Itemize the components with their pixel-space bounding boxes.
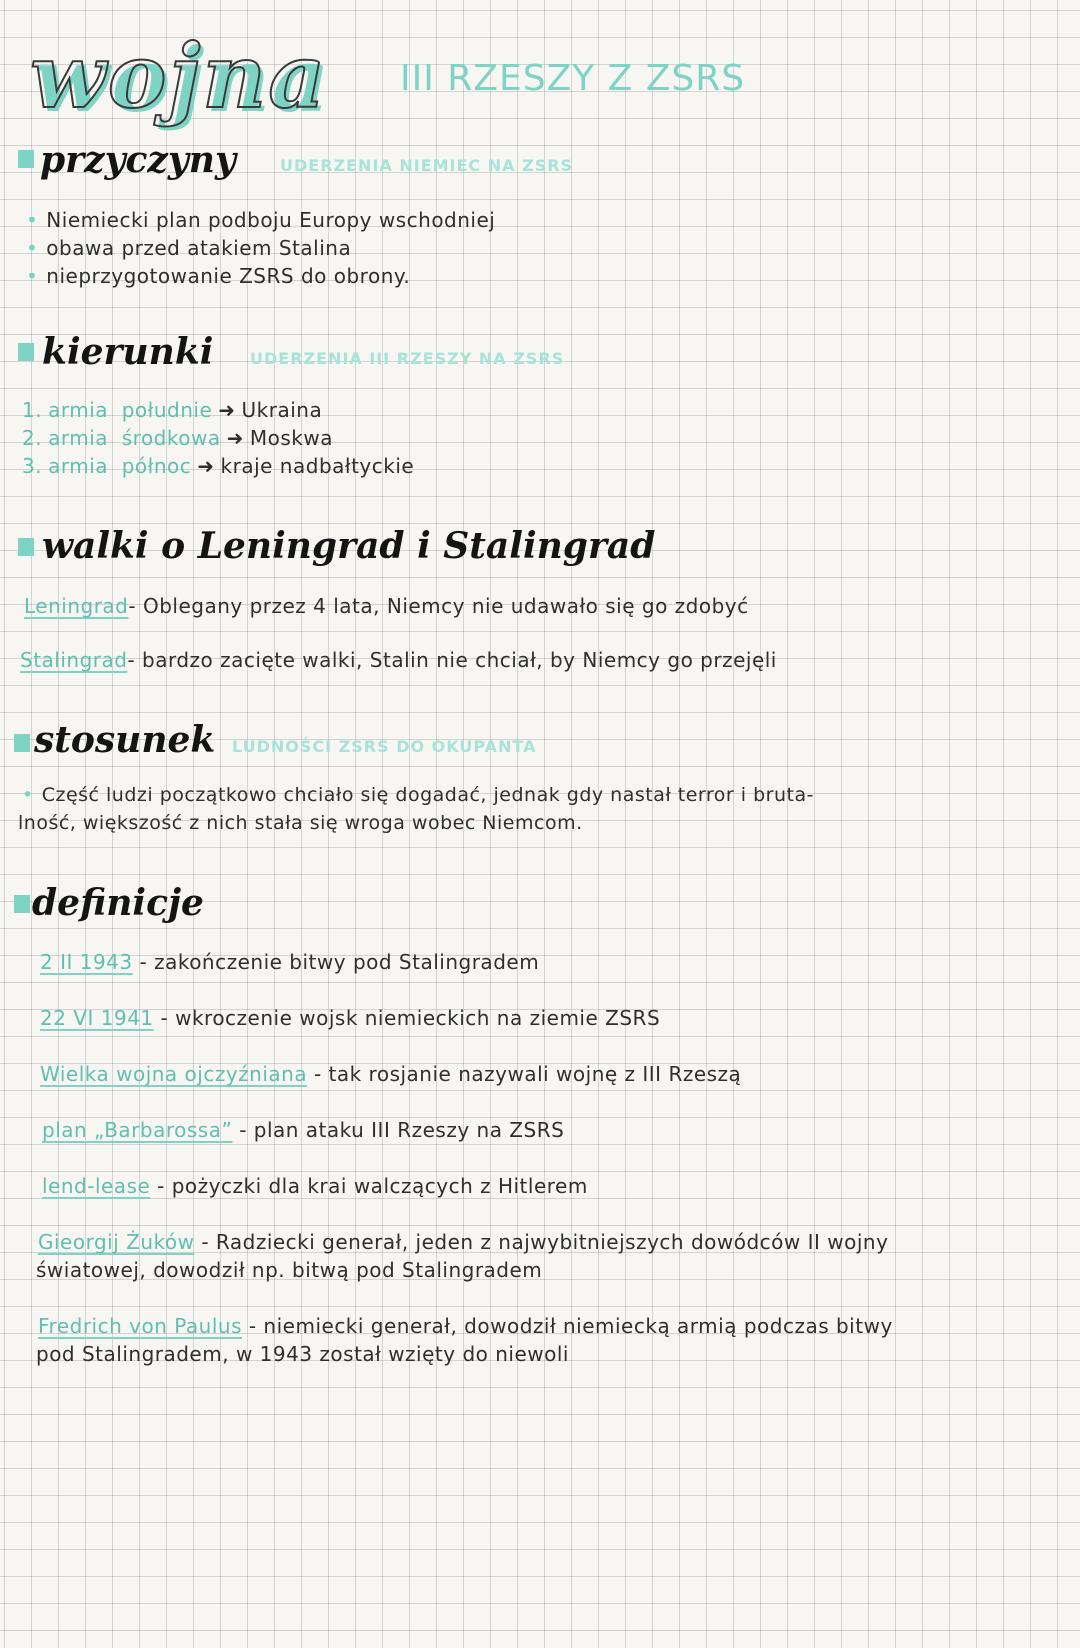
definition-item: Gieorgij Żuków - Radziecki generał, jeden z najwybitniejszych dowódców II wojny <box>38 1230 889 1254</box>
section-heading: definicje <box>32 882 204 924</box>
list-item: 2. armia środkowa ➜ Moskwa <box>22 426 333 450</box>
definition-item: plan „Barbarossa” - plan ataku III Rzeszy na ZSRS <box>42 1118 565 1142</box>
section-heading: przyczyny <box>40 139 236 181</box>
section-heading: walki o Leningrad i Stalingrad <box>42 525 656 567</box>
definition-item: Fredrich von Paulus - niemiecki generał, dowodził niemiecką armią podczas bitwy <box>38 1314 893 1338</box>
section-marker-icon <box>14 734 30 752</box>
list-item: 3. armia północ ➜ kraje nadbałtyckie <box>22 454 415 478</box>
definition-item: 22 VI 1941 - wkroczenie wojsk niemieckich na ziemie ZSRS <box>40 1006 661 1030</box>
title-sub: III RZESZY Z ZSRS <box>400 58 746 99</box>
definition-item: 2 II 1943 - zakończenie bitwy pod Stalingradem <box>40 950 540 974</box>
section-heading: stosunek <box>34 719 216 761</box>
section-marker-icon <box>18 343 34 361</box>
arrow-right-icon: ➜ <box>226 426 244 450</box>
paragraph-line: • Część ludzi początkowo chciało się dogadać, jednak gdy nastał terror i bruta- <box>22 784 814 806</box>
list-item: • obawa przed atakiem Stalina <box>26 236 352 260</box>
list-item: Leningrad- Oblegany przez 4 lata, Niemcy nie udawało się go zdobyć <box>24 594 749 618</box>
list-item: 1. armia południe ➜ Ukraina <box>22 398 323 422</box>
section-subheading: LUDNOŚCI ZSRS DO OKUPANTA <box>232 737 537 756</box>
paragraph-line: lność, większość z nich stała się wroga wobec Niemcom. <box>18 812 583 834</box>
section-marker-icon <box>14 895 30 913</box>
arrow-right-icon: ➜ <box>197 454 215 478</box>
definition-item-continued: pod Stalingradem, w 1943 został wzięty do niewoli <box>36 1342 569 1366</box>
title-main: wojna <box>30 24 328 128</box>
list-item: • Niemiecki plan podboju Europy wschodniej <box>26 208 496 232</box>
section-marker-icon <box>18 538 34 556</box>
section-marker-icon <box>18 150 34 168</box>
definition-item: lend-lease - pożyczki dla krai walczących z Hitlerem <box>42 1174 588 1198</box>
list-item: Stalingrad- bardzo zacięte walki, Stalin nie chciał, by Niemcy go przejęli <box>20 648 777 672</box>
definition-item-continued: światowej, dowodził np. bitwą pod Stalingradem <box>36 1258 543 1282</box>
section-subheading: UDERZENIA III RZESZY NA ZSRS <box>250 349 565 368</box>
list-item: • nieprzygotowanie ZSRS do obrony. <box>26 264 411 288</box>
definition-item: Wielka wojna ojczyźniana - tak rosjanie nazywali wojnę z III Rzeszą <box>40 1062 742 1086</box>
section-heading: kierunki <box>42 331 214 373</box>
arrow-right-icon: ➜ <box>218 398 236 422</box>
section-subheading: UDERZENIA NIEMIEC NA ZSRS <box>280 156 574 175</box>
